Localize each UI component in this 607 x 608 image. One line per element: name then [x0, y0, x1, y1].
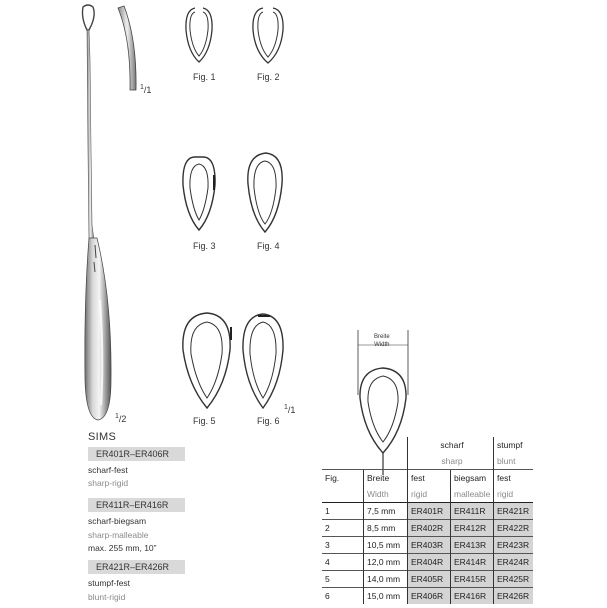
cell-stumpf-fest: ER423R — [494, 537, 534, 554]
cell-fig: 5 — [322, 571, 364, 588]
cell-width: 15,0 mm — [364, 588, 408, 605]
group-sharp: sharp — [408, 453, 494, 470]
col-biegsam: biegsam — [451, 470, 494, 487]
cell-scharf-fest: ER406R — [408, 588, 451, 605]
variant-1-en: sharp-rigid — [88, 478, 129, 488]
cell-scharf-biegsam: ER413R — [451, 537, 494, 554]
table-col-header-en-row — [322, 486, 533, 503]
table-col-header-row — [322, 470, 533, 487]
table-row — [322, 588, 533, 605]
table-row — [322, 554, 533, 571]
fig-5-label: Fig. 5 — [193, 416, 216, 426]
width-diagram-label: Breite Width — [374, 334, 390, 348]
cell-stumpf-fest: ER422R — [494, 520, 534, 537]
cell-scharf-fest: ER403R — [408, 537, 451, 554]
product-name: SIMS — [88, 431, 117, 443]
variant-1-code: ER401R–ER406R — [88, 447, 185, 461]
fig-4-label: Fig. 4 — [257, 241, 280, 251]
table-group-header-en-row — [322, 453, 533, 470]
fig-5-loop — [183, 313, 231, 408]
variant-1-de: scharf-fest — [88, 465, 128, 475]
cell-scharf-biegsam: ER411R — [451, 503, 494, 520]
fig-6-loop — [243, 314, 283, 408]
cell-width: 14,0 mm — [364, 571, 408, 588]
col-breite: Breite — [364, 470, 408, 487]
cell-width: 7,5 mm — [364, 503, 408, 520]
fig-3-loop — [183, 157, 215, 230]
scale-main: $^1$/2 — [115, 413, 127, 424]
fig-6-label: Fig. 6 — [257, 416, 280, 426]
cell-scharf-biegsam: ER415R — [451, 571, 494, 588]
variant-2-de: scharf-biegsam — [88, 516, 147, 526]
cell-stumpf-fest: ER425R — [494, 571, 534, 588]
curette-instrument — [83, 5, 112, 420]
fig-1-loop — [186, 8, 212, 62]
col-fest-2: fest — [494, 470, 534, 487]
fig-4-loop — [248, 153, 282, 232]
group-scharf: scharf — [408, 437, 494, 453]
col-fig: Fig. — [322, 470, 364, 487]
variant-3-code: ER421R–ER426R — [88, 560, 185, 574]
cell-stumpf-fest: ER421R — [494, 503, 534, 520]
fig-3-label: Fig. 3 — [193, 241, 216, 251]
scale-detail: $^1$/1 — [140, 84, 152, 95]
scale-fig6: $^1$/1 — [284, 404, 296, 415]
cell-width: 8,5 mm — [364, 520, 408, 537]
fig-2-label: Fig. 2 — [257, 72, 280, 82]
fig-2-loop — [253, 8, 283, 63]
group-blunt: blunt — [494, 453, 534, 470]
cell-scharf-biegsam: ER416R — [451, 588, 494, 605]
variant-2-extra: max. 255 mm, 10” — [88, 543, 157, 553]
variant-2-code: ER411R–ER416R — [88, 498, 185, 512]
cell-fig: 6 — [322, 588, 364, 605]
cell-fig: 2 — [322, 520, 364, 537]
cell-width: 10,5 mm — [364, 537, 408, 554]
table-row — [322, 520, 533, 537]
col-rigid: rigid — [408, 486, 451, 503]
table-group-header-row — [322, 437, 533, 453]
side-profile-detail — [118, 6, 136, 90]
cell-scharf-fest: ER404R — [408, 554, 451, 571]
variant-3-en: blunt-rigid — [88, 592, 126, 602]
cell-stumpf-fest: ER424R — [494, 554, 534, 571]
cell-scharf-fest: ER405R — [408, 571, 451, 588]
col-width: Width — [364, 486, 408, 503]
cell-scharf-fest: ER401R — [408, 503, 451, 520]
table-row — [322, 503, 533, 520]
col-malleable: malleable — [451, 486, 494, 503]
cell-width: 12,0 mm — [364, 554, 408, 571]
table-row — [322, 571, 533, 588]
cell-scharf-biegsam: ER414R — [451, 554, 494, 571]
cell-fig: 3 — [322, 537, 364, 554]
col-fest: fest — [408, 470, 451, 487]
fig-1-label: Fig. 1 — [193, 72, 216, 82]
cell-stumpf-fest: ER426R — [494, 588, 534, 605]
table-row — [322, 537, 533, 554]
size-table — [322, 437, 533, 604]
cell-fig: 4 — [322, 554, 364, 571]
col-rigid-2: rigid — [494, 486, 534, 503]
cell-fig: 1 — [322, 503, 364, 520]
cell-scharf-fest: ER402R — [408, 520, 451, 537]
variant-3-de: stumpf-fest — [88, 578, 131, 588]
variant-2-en: sharp-malleable — [88, 530, 149, 540]
group-stumpf: stumpf — [494, 437, 534, 453]
cell-scharf-biegsam: ER412R — [451, 520, 494, 537]
